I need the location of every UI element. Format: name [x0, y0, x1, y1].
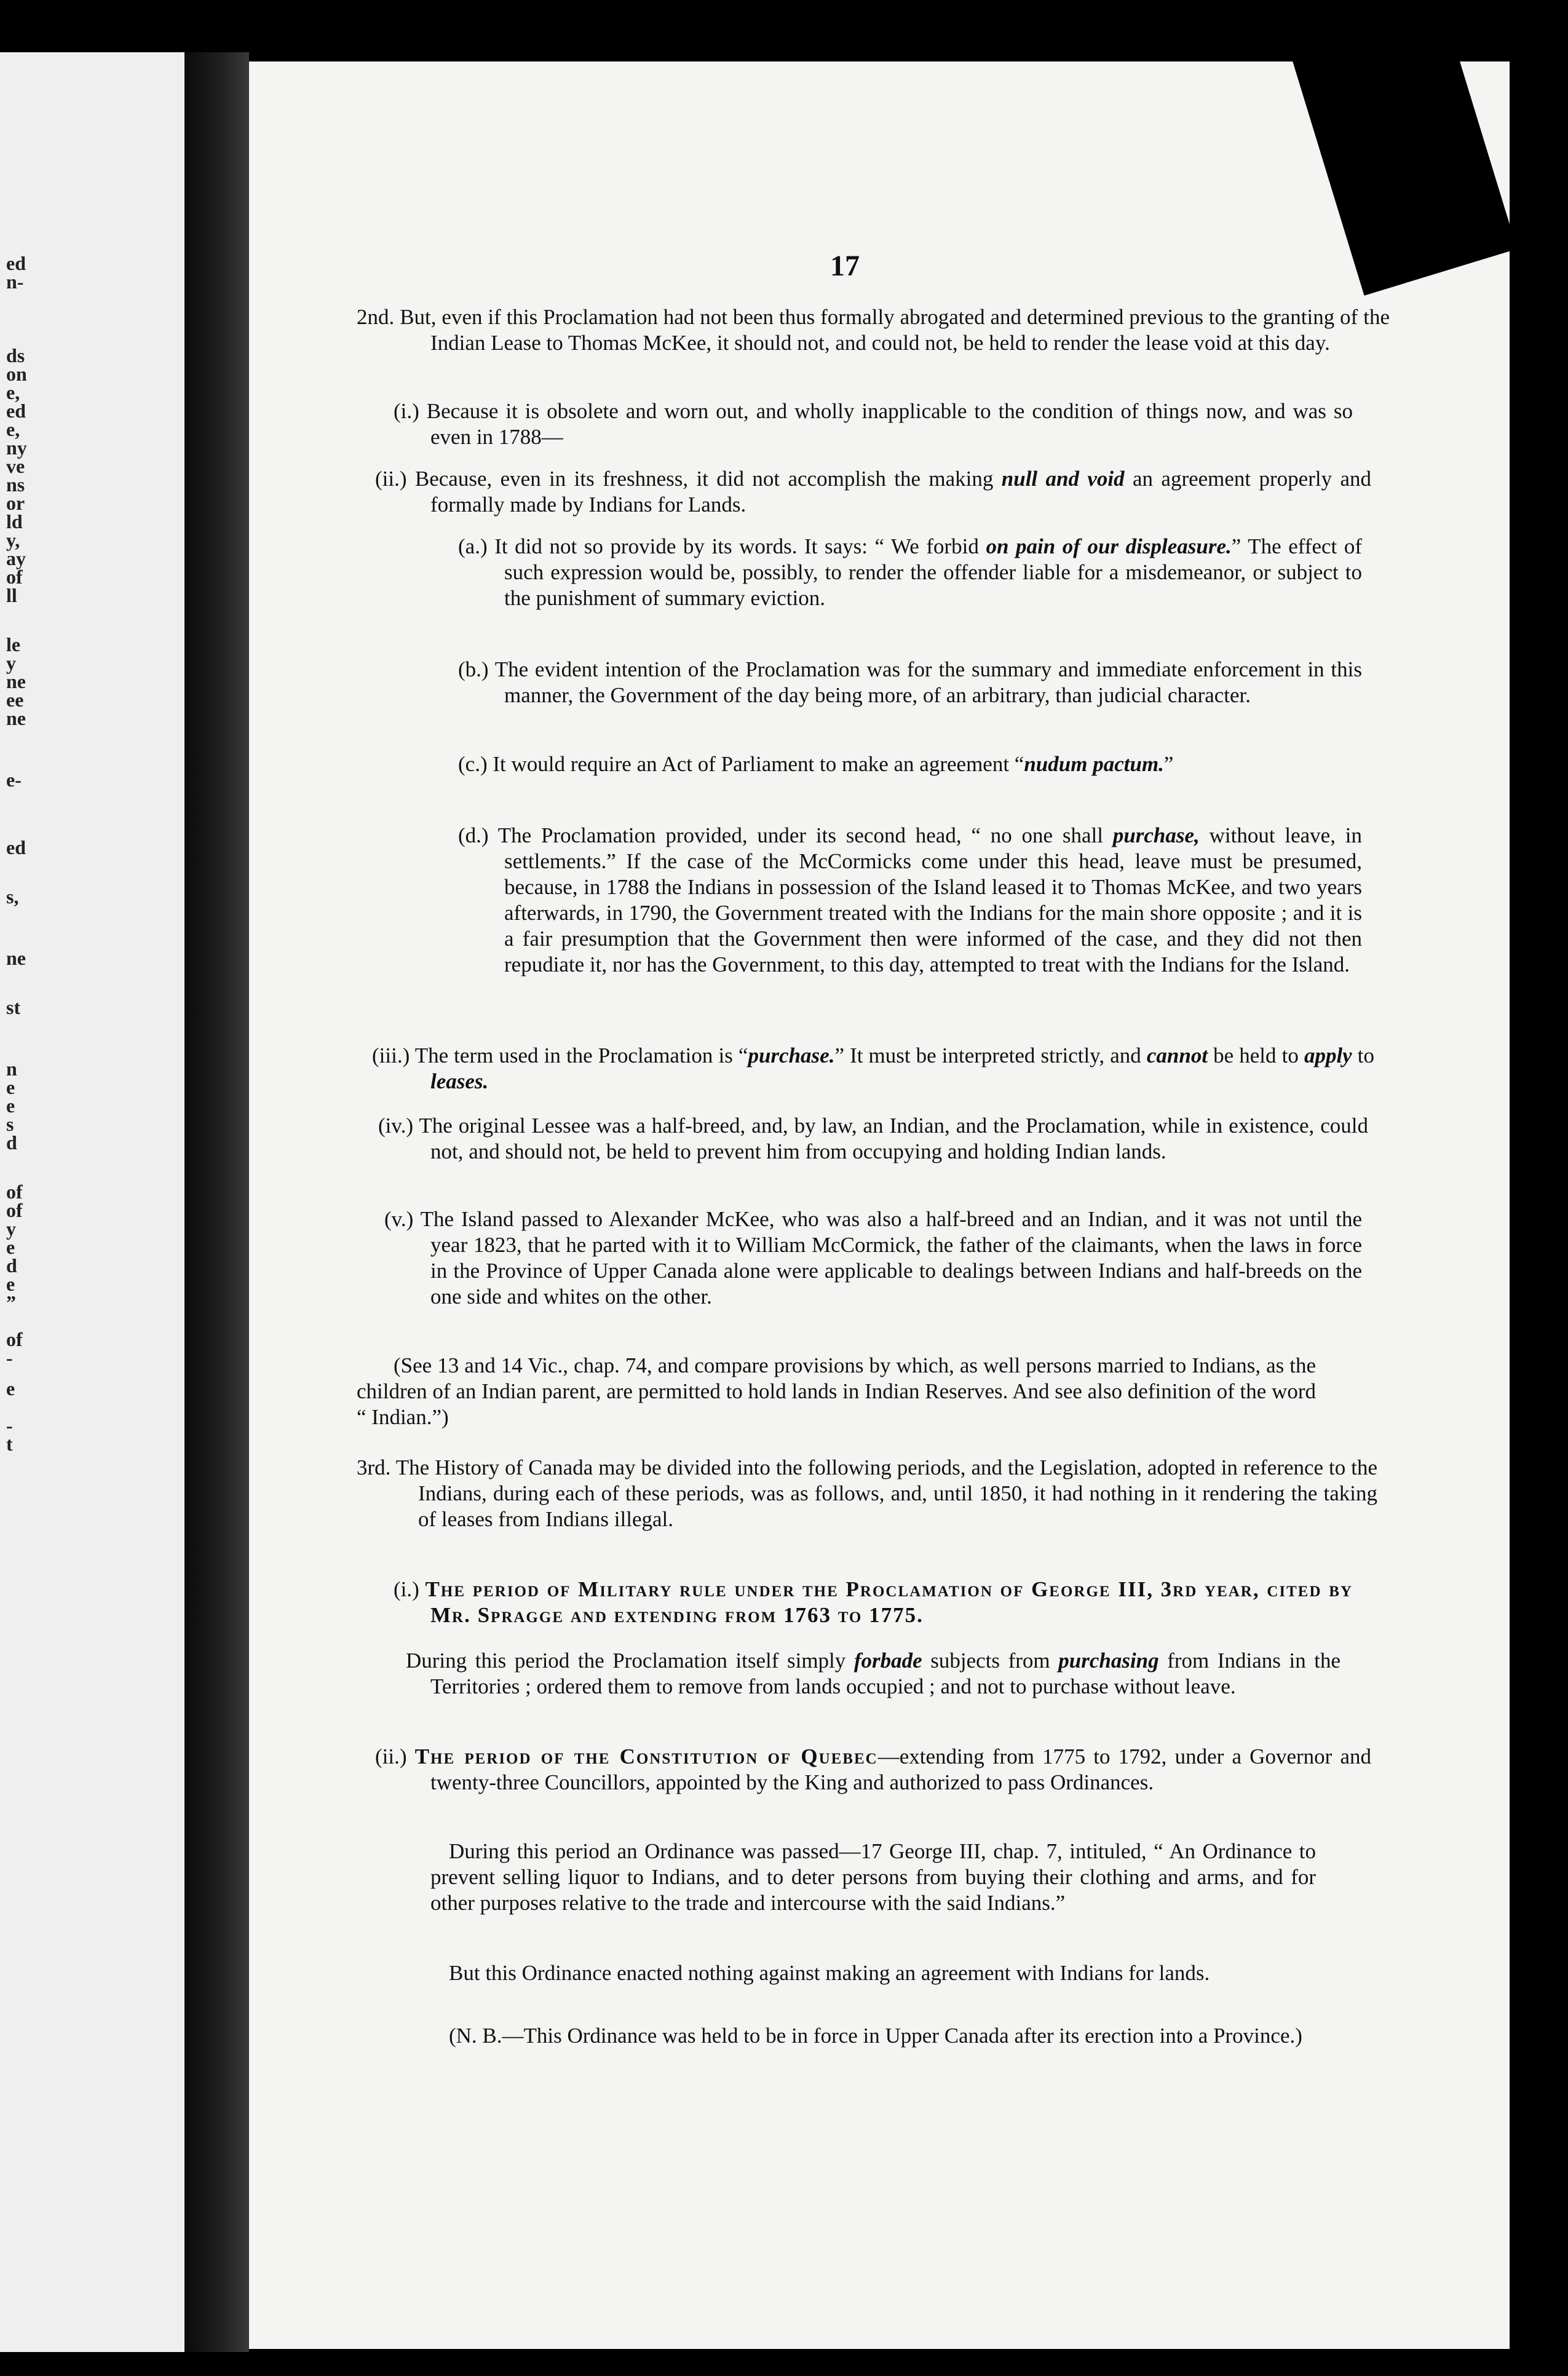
prev-page-fragment: ds: [6, 344, 25, 366]
item-text: be held to: [1213, 1043, 1299, 1067]
item-label: (iv.): [378, 1114, 414, 1138]
item-text: to: [1357, 1043, 1375, 1067]
previous-page-edge: [0, 52, 184, 2352]
paragraph-label: 3rd.: [357, 1455, 391, 1479]
ordinance-note: [449, 1960, 1340, 1986]
period-text: During this period the Proclamation itself simply: [406, 1649, 846, 1673]
page-number: 17: [830, 250, 860, 282]
item-emphasis: leases.: [430, 1069, 489, 1093]
prev-page-fragment: of: [6, 1181, 23, 1203]
prev-page-fragment: t: [6, 1433, 13, 1455]
sub-item-label: (c.): [458, 752, 488, 776]
item-text: an agreement properly and formally made by Indians for Lands.: [430, 467, 1372, 517]
paragraph-2nd: [357, 304, 1390, 356]
prev-page-fragment: ed: [6, 836, 26, 858]
sub-item-b: [458, 657, 1362, 708]
prev-page-fragment: on: [6, 363, 27, 385]
sub-item-a: [458, 534, 1362, 611]
item-text: Because it is obsolete and worn out, and wholly inapplicable to the condition of things now, and was so even in 1788—: [426, 399, 1353, 449]
sub-item-emphasis: on pain of our displeasure.: [986, 534, 1232, 558]
item-iii: [372, 1043, 1374, 1095]
prev-page-fragment: ne: [6, 670, 26, 692]
prev-page-fragment: s,: [6, 885, 19, 908]
period-heading: The period of the Constitution of Quebec: [414, 1744, 878, 1768]
paragraph-3rd: [357, 1455, 1377, 1532]
prev-page-fragment: of: [6, 566, 23, 588]
prev-page-fragment: ay: [6, 547, 26, 569]
sub-item-emphasis: nudum pactum.: [1024, 752, 1164, 776]
item-v: [384, 1206, 1362, 1310]
ordinance-note-text: But this Ordinance enacted nothing against making an agreement with Indians for lands.: [449, 1961, 1210, 1985]
prev-page-fragment: -: [6, 1347, 13, 1369]
period-text: —extending from 1775 to 1792, under a Governor and twenty-three Councillors, appointed by the King and authorized to pass Ordinances.: [430, 1744, 1371, 1794]
sub-item-text: ”: [1163, 752, 1174, 776]
item-text: Because, even in its freshness, it did not accomplish the making: [414, 467, 994, 491]
prev-page-fragment: of: [6, 1328, 23, 1350]
prev-page-fragment: ne: [6, 707, 26, 729]
item-emphasis: apply: [1304, 1043, 1352, 1067]
item-text: The Island passed to Alexander McKee, who was also a half-breed and an Indian, and it was not until the year 1823, that he parted with it to William McCormick, the father of the claimants, when the laws in force in the Province of Upper Canada alone were applicable to dealings between Indians and half-breeds on the one side and whites on the other.: [420, 1207, 1362, 1309]
prev-page-fragment: ve: [6, 455, 25, 477]
period-label: (i.): [394, 1577, 419, 1601]
period-label: (ii.): [375, 1744, 407, 1768]
prev-page-fragment: ld: [6, 510, 23, 533]
prev-page-fragment: n: [6, 1058, 17, 1080]
prev-page-fragment: ”: [6, 1291, 16, 1313]
sub-item-label: (a.): [458, 534, 488, 558]
sub-item-text: ” The effect of such expression would be, possibly, to render the offender liable for a misdemeanor, or subject to the punishment of summary eviction.: [504, 534, 1362, 610]
prev-page-fragment: d: [6, 1131, 17, 1154]
see-note: [357, 1353, 1316, 1430]
prev-page-fragment: n-: [6, 271, 24, 293]
prev-page-fragment: e: [6, 1076, 15, 1098]
paragraph-label: 2nd.: [357, 305, 395, 329]
item-label: (i.): [394, 399, 419, 423]
prev-page-fragment: e,: [6, 381, 20, 403]
period-text: from Indians in the Territories ; ordered them to remove from lands occupied ; and not to purchase without leave.: [430, 1649, 1341, 1698]
period-text: subjects from: [930, 1649, 1050, 1673]
prev-page-fragment: of: [6, 1199, 23, 1221]
book-gutter: [184, 52, 249, 2352]
prev-page-fragment: ed: [6, 400, 26, 422]
prev-page-fragment: e: [6, 1377, 15, 1400]
period-emphasis: forbade: [853, 1649, 922, 1673]
period-heading: The period of Military rule under the Proclamation of George III, 3rd year, cited by Mr. Spragge and extending from 1763 to 1775.: [425, 1577, 1353, 1627]
prev-page-fragment: ll: [6, 584, 17, 606]
item-i: [394, 398, 1353, 450]
sub-item-text: It did not so provide by its words. It says: “ We forbid: [494, 534, 979, 558]
ordinance-text: During this period an Ordinance was passed—17 George III, chap. 7, intituled, “ An Ordinance to prevent selling liquor to Indians, and to deter persons from buying their clothing and arms, and for other purposes relative to the trade and intercourse with the said Indians.”: [430, 1839, 1316, 1915]
prev-page-fragment: e,: [6, 418, 20, 440]
sub-item-emphasis: purchase,: [1112, 823, 1200, 847]
prev-page-fragment: e: [6, 1095, 15, 1117]
sub-item-d: [458, 823, 1362, 978]
sub-item-label: (b.): [458, 657, 489, 681]
paragraph-text: But, even if this Proclamation had not been thus formally abrogated and determined previous to the granting of the Indian Lease to Thomas McKee, it should not, and could not, be held to render the lease void at this day.: [400, 305, 1390, 355]
note-text: (See 13 and 14 Vic., chap. 74, and compare provisions by which, as well persons married to Indians, as the children of an Indian parent, are permitted to hold lands in Indian Reserves. And see also definition of the word “ Indian.”): [357, 1353, 1316, 1429]
item-emphasis: null and void: [1001, 467, 1125, 491]
prev-page-fragment: ee: [6, 689, 24, 711]
prev-page-fragment: ny: [6, 437, 27, 459]
prev-page-fragment: s: [6, 1113, 14, 1135]
sub-item-text: It would require an Act of Parliament to make an agreement “: [493, 752, 1024, 776]
prev-page-fragment: ed: [6, 252, 26, 274]
item-text: The original Lessee was a half-breed, and, by law, an Indian, and the Proclamation, while in existence, could not, and should not, be held to prevent him from occupying and holding Indian lands.: [419, 1114, 1368, 1163]
item-emphasis: cannot: [1146, 1043, 1208, 1067]
prev-page-fragment: st: [6, 996, 21, 1018]
item-label: (v.): [384, 1207, 414, 1231]
period-i-text: [406, 1648, 1340, 1700]
sub-item-label: (d.): [458, 823, 489, 847]
prev-page-fragment: e: [6, 1273, 15, 1295]
sub-item-text: The evident intention of the Proclamation was for the summary and immediate enforcement in this manner, the Government of the day being more, of an arbitrary, than judicial character.: [494, 657, 1362, 707]
sub-item-text: without leave, in settlements.” If the case of the McCormicks come under this head, leave must be presumed, because, in 1788 the Indians in possession of the Island leased it to Thomas McKee, and two years afterwards, in 1790, the Government treated with the Indians for the main shore opposite ; and it is a fair presumption that the Government then were informed of the case, and they did not then repudiate it, nor has the Government, to this day, attempted to treat with the Indians for the Island.: [504, 823, 1362, 976]
nb-note: [449, 2023, 1340, 2049]
period-emphasis: purchasing: [1058, 1649, 1159, 1673]
paragraph-text: The History of Canada may be divided into the following periods, and the Legislation, adopted in reference to the Indians, during each of these periods, was as follows, and, until 1850, it had nothing in it rendering the taking of leases from Indians illegal.: [395, 1455, 1377, 1531]
sub-item-c: [458, 751, 1362, 777]
item-label: (iii.): [372, 1043, 410, 1067]
item-label: (ii.): [375, 467, 407, 491]
item-text: The term used in the Proclamation is “: [414, 1043, 748, 1067]
sub-item-text: The Proclamation provided, under its second head, “ no one shall: [497, 823, 1103, 847]
prev-page-fragment: ne: [6, 947, 26, 969]
item-ii: [375, 466, 1371, 518]
item-emphasis: purchase.: [748, 1043, 835, 1067]
period-ii: [375, 1744, 1371, 1796]
prev-page-fragment: e: [6, 1236, 15, 1258]
prev-page-fragment: e-: [6, 769, 22, 791]
prev-page-fragment: y,: [6, 529, 20, 551]
period-i-heading: [394, 1577, 1353, 1628]
ordinance-paragraph: [430, 1839, 1316, 1916]
item-text: ” It must be interpreted strictly, and: [834, 1043, 1141, 1067]
prev-page-fragment: y: [6, 1218, 16, 1240]
item-iv: [378, 1113, 1368, 1165]
prev-page-fragment: ns: [6, 473, 25, 496]
prev-page-fragment: -: [6, 1414, 13, 1436]
prev-page-fragment: le: [6, 633, 21, 655]
prev-page-fragment: or: [6, 492, 25, 514]
prev-page-fragment: d: [6, 1254, 17, 1277]
nb-note-text: (N. B.—This Ordinance was held to be in force in Upper Canada after its erection into a Province.): [449, 2024, 1302, 2048]
prev-page-fragment: y: [6, 652, 16, 674]
